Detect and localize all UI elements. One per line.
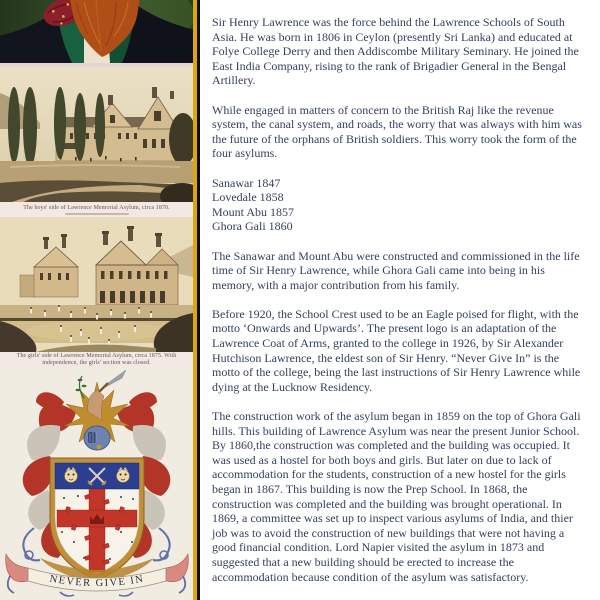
asylum-list-item: Lovedale 1858 <box>212 190 284 205</box>
portrait-sir-henry-lawrence <box>0 0 193 63</box>
article <box>200 0 600 600</box>
boys-asylum-photo <box>0 67 193 202</box>
motto-text: NEVER GIVE IN <box>48 573 146 590</box>
asylum-list-item: Ghora Gali 1860 <box>212 219 293 234</box>
caption-text: The girls' side of Lawrence Memorial Asylum, circa 1875. With independence, the girls' section was closed. <box>16 353 177 366</box>
article-paragraph-intro: Sir Henry Lawrence was the force behind the Lawrence Schools of South Asia. He was born in 1806 in Ceylon (presently Sri Lanka) and educated at Folye College Derry and then Addiscombe Military Seminary. He joined the East India Company, rising to the rank of Brigadier General in the Bengal Artillery. <box>212 15 579 88</box>
crest-artwork <box>0 368 193 600</box>
photo-caption-girls <box>0 352 193 368</box>
article-paragraph-commissioned: The Sanawar and Mount Abu were constructed and commissioned in the life time of Sir Henry Lawrence, while Ghora Gali came into being in his memory, with a major contribution from his family. <box>212 248 580 292</box>
sepia-photo-girls <box>0 217 193 352</box>
asylum-list-item: Mount Abu 1857 <box>212 204 295 219</box>
lawrence-coat-of-arms <box>0 368 193 600</box>
asylum-list <box>212 176 588 234</box>
photo-caption-boys <box>0 202 193 217</box>
caption-credit-line <box>65 213 129 215</box>
caption-text: The boys' side of Lawrence Memorial Asylum, circa 1870. <box>23 205 170 211</box>
article-paragraph-crest: Before 1920, the School Crest used to be an Eagle poised for flight, with the motto ‘Onwards and Upwards’. The present logo is an adaptation of the Lawrence Coat of Arms, granted to the college in 1926, by Sir Alexander Hutchison Lawrence, the eldest son of Sir Henry. “Never Give In” is the motto of the college, being the last instructions of Sir Henry Lawrence while dying at the Lucknow Residency. <box>212 306 581 394</box>
asylum-list-item: Sanawar 1847 <box>212 175 281 190</box>
article-paragraph-worry: While engaged in matters of concern to the British Raj like the revenue system, the canal system, and roads, the worry that was always with him was the future of the orphans of British soldiers. This worry took the form of the four asylums. <box>212 102 582 161</box>
article-paragraph-construction: The construction work of the asylum began in 1859 on the top of Ghora Gali hills. This building of Lawrence Asylum was near the present Junior School. By 1860,the construction was completed and the building was occupied. It was used as a hostel for both boys and girls. But later on due to lack of accommodation for the students, construction of a new hostel for the girls began in 1867. This building is now the Prep School. In 1868, the construction was completed and the building was brought operational. In 1869, a committee was set up to inspect various asylums of India, and thier job was to avoid the construction of new buildings that were not having a good financial condition. Lord Napier visited the asylum in 1873 and suggested that a new building should be erected to increase the accommodation because condition of the asylum was satisfactory. <box>212 409 581 584</box>
sepia-photo-boys <box>0 67 193 202</box>
girls-asylum-photo <box>0 217 193 352</box>
image-sidebar <box>0 0 193 600</box>
portrait-painting <box>0 0 193 63</box>
